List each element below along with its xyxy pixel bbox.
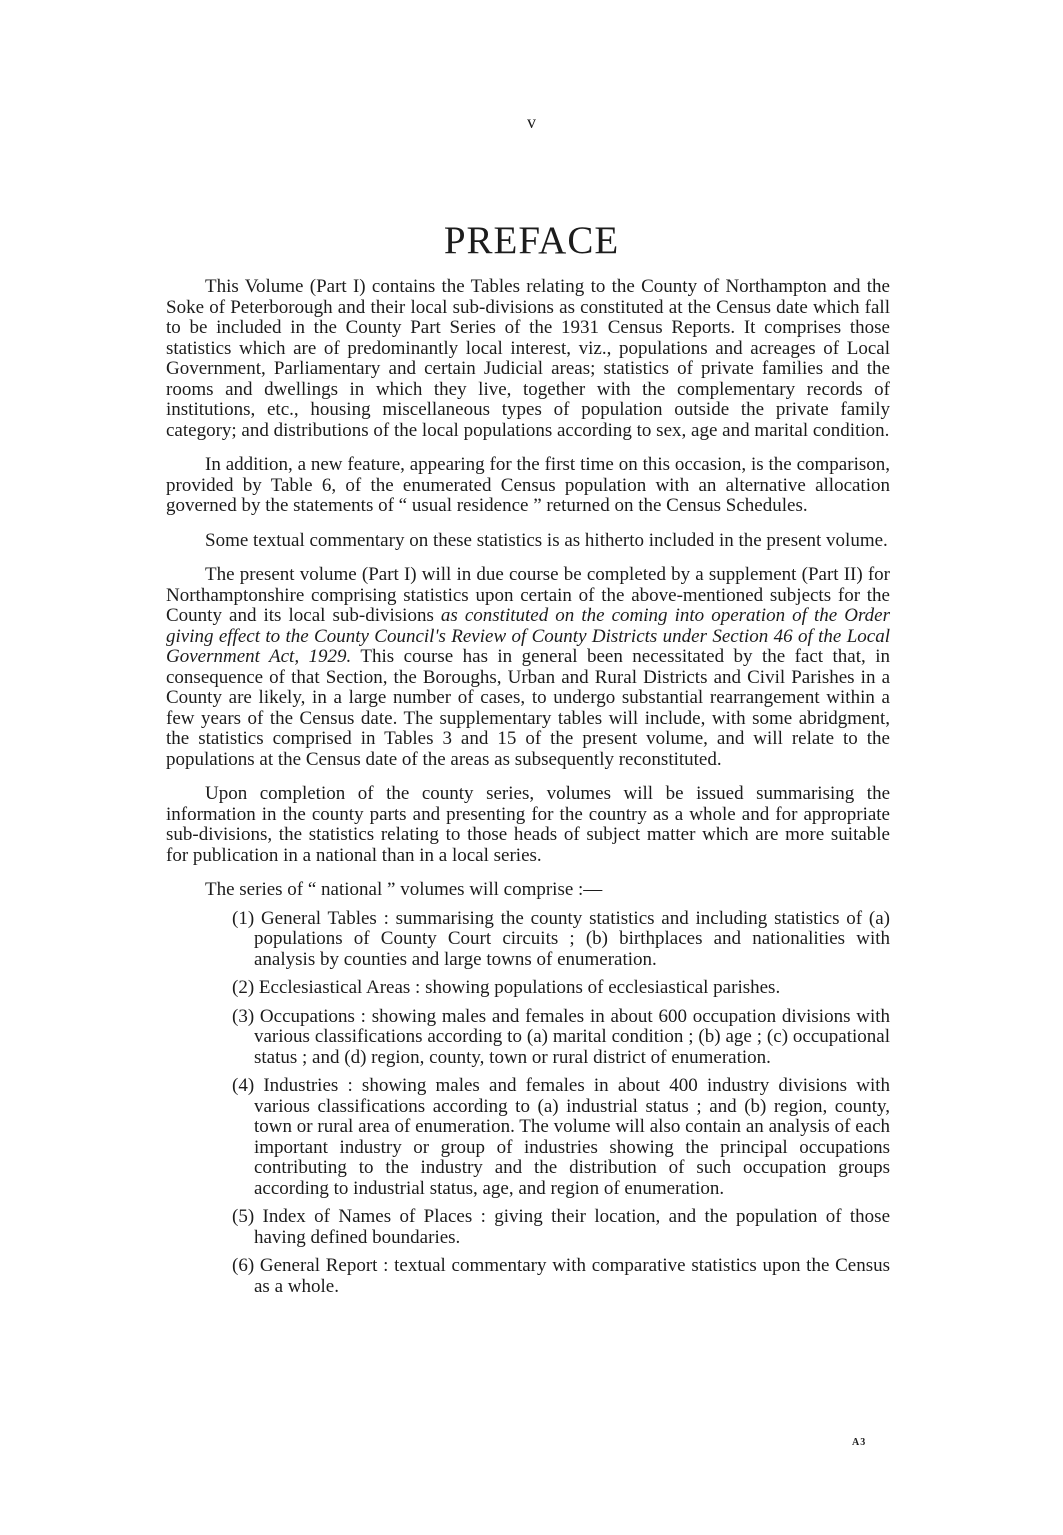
list-item-number: (2) [232, 977, 255, 998]
list-item [166, 1076, 890, 1199]
list-item [166, 909, 890, 971]
list-item-number: (1) [232, 907, 255, 929]
paragraph-supplement-part2: This course has in general been necessitated by the fact that, in consequence of that Section, the Boroughs, Urban and Rural Districts and Civil Parishes in a County are likely, in a large number of cases, to undergo substantial rearrangement within a few years of the Census date. The supplementary tables will include, with some abridgment, the statistics comprised in Tables 3 and 15 of the present volume, and will relate to the populations at the Census date of the areas as subsequently reconstituted. [166, 646, 890, 770]
series-intro: The series of “ national ” volumes will comprise :— [205, 879, 603, 900]
list-item-number: (5) [232, 1206, 255, 1227]
paragraph-supplement-part1: The present volume (Part I) will in due course be completed by a supplement (Part II) for Northamptonshire comprising statistics upon certain of the above-mentioned subjects for the County and its local sub-divisions [166, 564, 890, 626]
list-item-text: Industries : showing males and females in about 400 industry divisions with various classifications according to (a) industrial status ; and (b) region, county, town or rural area of enumeration. The volume will also contain an analysis of each important industry or group of industries showing the principal occupations contributing to the industry and the distribution of such occupation groups according to industrial status, age, and region of enumeration. [254, 1075, 890, 1199]
page-number: v [527, 112, 536, 132]
list-item [166, 1007, 890, 1069]
list-item-text: Occupations : showing males and females in about 600 occupation divisions with various classifications according to (a) marital condition ; (b) age ; (c) occupational status ; and (d) region, county, town or rural district of enumeration. [254, 1005, 890, 1068]
list-item [166, 1207, 890, 1248]
paragraph-supplement [166, 565, 890, 770]
list-item [166, 1256, 890, 1297]
paragraph-scope: This Volume (Part I) contains the Tables relating to the County of Northampton and the Soke of Peterborough and their local sub-divisions as constituted at the Census date which fall to be included in the County Part Series of the 1931 Census Reports. It comprises those statistics which are of predominantly local interest, viz., populations and acreages of Local Government, Parliamentary and certain Judicial areas; statistics of private families and the rooms and dwellings in which they live, together with the complementary records of institutions, etc., housing miscellaneous types of population outside the private family category; and distributions of the local populations according to sex, age and marital condition. [166, 276, 890, 441]
list-item-text: General Tables : summarising the county statistics and including statistics of (a) populations of County Court circuits ; (b) birthplaces and nationalities with analysis by counties and large towns of enumeration. [254, 907, 890, 970]
list-item-text: Index of Names of Places : giving their location, and the population of those having defined boundaries. [254, 1206, 891, 1248]
list-item-number: (6) [232, 1255, 255, 1276]
paragraph-new-feature: In addition, a new feature, appearing for the first time on this occasion, is the comparison, provided by Table 6, of the enumerated Census population with an alternative allocation governed by the statements of “ usual residence ” returned on the Census Schedules. [166, 454, 890, 516]
list-item [166, 978, 890, 999]
list-item-number: (3) [232, 1005, 255, 1027]
page-signature: A3 [852, 1437, 867, 1448]
list-item-text: General Report : textual commentary with comparative statistics upon the Census as a whole. [254, 1255, 890, 1297]
paragraph-commentary: Some textual commentary on these statistics is as hitherto included in the present volume. [205, 529, 888, 551]
preface-body [166, 277, 890, 1305]
paragraph-supplement-italic: as constituted on the coming into operation of the Order giving effect to the County Council's Review of County Districts under Section 46 of the Local Government Act, 1929. [166, 605, 890, 667]
list-item-number: (4) [232, 1075, 255, 1096]
list-item-text: Ecclesiastical Areas : showing populations of ecclesiastical parishes. [258, 977, 781, 998]
national-volumes-list [166, 909, 890, 1298]
paragraph-national-volumes: Upon completion of the county series, volumes will be issued summarising the information in the county parts and presenting for the country as a whole and for appropriate sub-divisions, the statistics relating to those heads of subject matter which are more suitable for publication in a national than in a local series. [166, 783, 890, 866]
page-title: PREFACE [443, 219, 620, 262]
